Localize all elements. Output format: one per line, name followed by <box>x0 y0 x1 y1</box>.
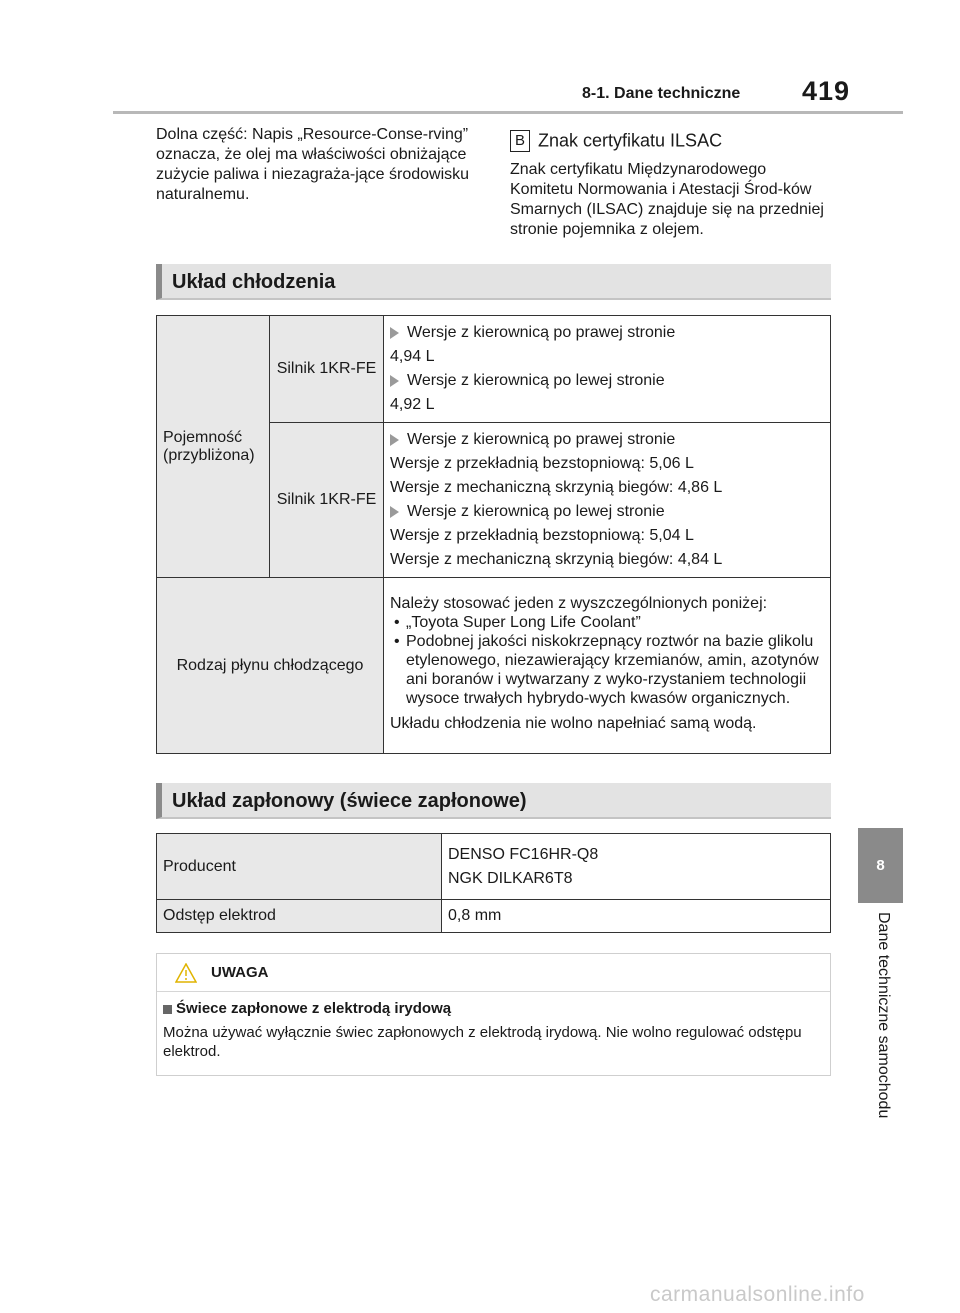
lhd-label: Wersje z kierownicą po lewej stronie <box>407 372 665 389</box>
warning-icon <box>175 963 197 983</box>
ignition-heading: Układ zapłonowy (świece zapłonowe) <box>156 783 831 819</box>
triangle-icon <box>390 327 399 339</box>
ignition-table <box>156 833 831 933</box>
triangle-icon <box>390 375 399 387</box>
producer-label: Producent <box>157 834 442 900</box>
coolant-note: Układu chłodzenia nie wolno napełniać samą wodą. <box>390 714 757 732</box>
engine2-values <box>384 423 831 578</box>
chapter-tab[interactable] <box>858 828 903 903</box>
triangle-icon <box>390 506 399 518</box>
capacity-label: Pojemność (przybliżona) <box>157 316 270 578</box>
coolant-values <box>384 578 831 754</box>
cooling-table <box>156 315 831 754</box>
warning-title: UWAGA <box>211 964 269 981</box>
triangle-icon <box>390 434 399 446</box>
ilsac-text: Znak certyfikatu Międzynarodowego Komitetu Normowania i Atestacji Środ-ków Smarnych (ILSAC) znajduje się na przedniej stronie pojemnika z olejem. <box>510 161 824 238</box>
producer-value: DENSO FC16HR-Q8 <box>448 845 599 863</box>
gap-label: Odstęp elektrod <box>157 900 442 933</box>
rhd-label: Wersje z kierownicą po prawej stronie <box>407 431 676 448</box>
rhd-value: 4,94 L <box>390 348 435 365</box>
engine-label: Silnik 1KR-FE <box>270 423 384 578</box>
producer-values <box>442 834 831 900</box>
ilsac-block <box>510 130 830 240</box>
producer-value: NGK DILKAR6T8 <box>448 869 573 887</box>
b-marker: B <box>510 130 530 152</box>
square-bullet-icon <box>163 1005 172 1014</box>
warning-subtitle: Świece zapłonowe z elektrodą irydową <box>176 1000 452 1017</box>
warning-header <box>157 954 830 992</box>
rhd-label: Wersje z kierownicą po prawej stronie <box>407 324 676 341</box>
manual-value: Wersje z mechaniczną skrzynią biegów: 4,84 L <box>390 551 723 568</box>
page-number: 419 <box>802 76 851 106</box>
engine-label: Silnik 1KR-FE <box>270 316 384 423</box>
watermark: carmanualsonline.info <box>650 1283 865 1306</box>
coolant-list <box>390 613 824 708</box>
cvt-value: Wersje z przekładnią bezstopniową: 5,06 L <box>390 455 694 472</box>
header-divider <box>113 111 903 114</box>
section-title: 8-1. Dane techniczne <box>582 85 741 102</box>
chapter-number: 8 <box>876 857 885 874</box>
cooling-heading: Układ chłodzenia <box>156 264 831 300</box>
engine1-values <box>384 316 831 423</box>
warning-subtitle-row <box>163 1000 830 1017</box>
manual-value: Wersje z mechaniczną skrzynią biegów: 4,86 L <box>390 479 723 496</box>
intro-paragraph: Dolna część: Napis „Resource-Conse-rving” oznacza, że olej ma właściwości obniżające zużycie paliwa i niezagraża-jące środowisku naturalnemu. <box>156 126 470 203</box>
warning-box <box>156 953 831 1076</box>
cvt-value: Wersje z przekładnią bezstopniową: 5,04 L <box>390 527 694 544</box>
list-item: • Podobnej jakości niskokrzepnący roztwór na bazie glikolu etylenowego, niezawierający krzemianów, amin, azotynów ani boranów i wytwarzany z wyko-rzystaniem technologii wysoce trwałych hybrydo-wych kwasów organicznych. <box>390 632 824 708</box>
lhd-label: Wersje z kierownicą po lewej stronie <box>407 503 665 520</box>
lhd-value: 4,92 L <box>390 396 435 413</box>
coolant-label: Rodzaj płynu chłodzącego <box>157 578 384 754</box>
ilsac-title: Znak certyfikatu ILSAC <box>538 130 723 151</box>
gap-value: 0,8 mm <box>442 900 831 933</box>
list-item: • „Toyota Super Long Life Coolant” <box>390 613 824 632</box>
chapter-label: Dane techniczne samochodu <box>875 912 892 1119</box>
coolant-intro: Należy stosować jeden z wyszczególnionych poniżej: <box>390 594 768 612</box>
warning-text: Można używać wyłącznie świec zapłonowych z elektrodą irydową. Nie wolno regulować odstępu elektrod. <box>163 1024 802 1060</box>
